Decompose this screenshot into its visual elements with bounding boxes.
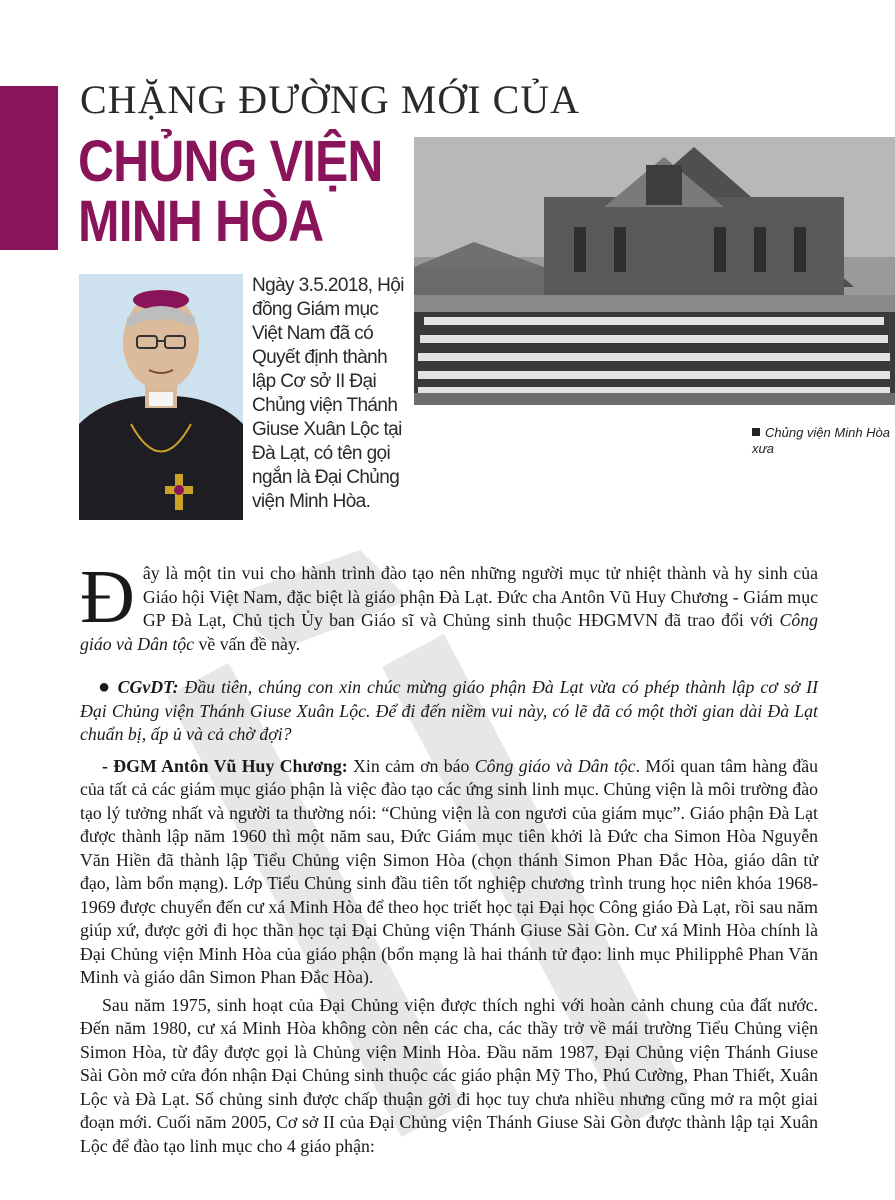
seminary-building-illustration [414, 137, 895, 405]
answer-speaker: - ĐGM Antôn Vũ Huy Chương: [102, 755, 348, 776]
question-bullet-icon: ● [98, 676, 112, 698]
accent-side-bar [0, 86, 58, 250]
seminary-group-photo [414, 137, 895, 405]
photo-caption-text: Chủng viện Minh Hòa xưa [752, 425, 891, 456]
lead-publication-name: Công giáo và Dân tộc [80, 610, 818, 654]
answer-text-2: . Mối quan tâm hàng đầu của tất cả các giám mục giáo phận là việc đào tạo các ứng sinh linh mục. Chủng viện là môi trường đào tạo lý tưởng nhất và người ta thường nói: “Chủng viện là con ngươi của giám mục”. Giáo phận Đà Lạt được thành lập năm 1960 thì một năm sau, Đức Giám mục tiên khởi là Đức cha Simon Hòa Nguyễn Văn Hiền đã thành lập Tiểu Chủng viện Simon Hòa (chọn thánh Simon Phan Đắc Hòa, giáo dân tử đạo, làm bổn mạng). Lớp Tiểu Chủng sinh đầu tiên tốt nghiệp chương trình trung học niên khóa 1968-1969 được chuyển đến cư xá Minh Hòa để theo học triết học tại Đại học Công giáo Đà Lạt, rồi sau năm giúp xứ, được gởi đi học thần học tại Đại Chủng viện Thánh Giuse Sài Gòn. Cư xá Minh Hòa chính là Đại Chủng viện Minh Hòa của giáo phận (bổn mạng là hai thánh tử đạo: linh mục Philipphê Phan Văn Minh và giáo dân Simon Phan Đắc Hòa). [80, 755, 818, 987]
bishop-portrait [79, 274, 243, 520]
lead-text-2: về vấn đề này. [194, 633, 301, 654]
question-text: Đầu tiên, chúng con xin chúc mừng giáo phận Đà Lạt vừa có phép thành lập cơ sở II Đại Chủng viện Thánh Giuse Xuân Lộc. Để đi đến niềm vui này, có lẽ đã có một thời gian dài Đà Lạt chuẩn bị, ấp ủ và cả chờ đợi? [80, 677, 818, 744]
bishop-portrait-illustration [79, 274, 243, 520]
article-kicker: CHẶNG ĐƯỜNG MỚI CỦA [80, 77, 581, 122]
article-body [80, 555, 818, 1158]
interview-answer [80, 755, 818, 990]
drop-cap: Đ [80, 555, 135, 639]
lead-text-1: ây là một tin vui cho hành trình đào tạo nên những người mục tử nhiệt thành và hy sinh của Giáo hội Việt Nam, đặc biệt là giáo phận Đà Lạt. Đức cha Antôn Vũ Huy Chương - Giám mục GP Đà Lạt, Chủ tịch Ủy ban Giáo sĩ và Chủng sinh thuộc HĐGMVN đã trao đổi với [142, 563, 818, 630]
answer-text-1: Xin cảm ơn báo [347, 755, 475, 776]
interview-question [80, 676, 818, 747]
article-title-line-2: MINH HÒA [78, 189, 324, 254]
history-paragraph: Sau năm 1975, sinh hoạt của Đại Chủng viện được thích nghi với hoàn cảnh chung của đất nước. Đến năm 1980, cư xá Minh Hòa không còn nên các cha, các thầy trở về mái trường Tiểu Chủng viện Simon Hòa, từ đây được gọi là Chủng viện Minh Hòa. Đầu năm 1987, Đại Chủng viện Thánh Giuse Sài Gòn mở cửa đón nhận Đại Chủng sinh thuộc các giáo phận Mỹ Tho, Phú Cường, Phan Thiết, Xuân Lộc và Đà Lạt. Số chủng sinh được chấp thuận gởi đi học tuy chưa nhiều nhưng cũng mở ra một giai đoạn mới. Cuối năm 2005, Cơ sở II của Đại Chủng viện Thánh Giuse Sài Gòn được thành lập tại Xuân Lộc để đào tạo linh mục cho 4 giáo phận: [80, 994, 818, 1156]
answer-publication-name: Công giáo và Dân tộc [474, 755, 636, 776]
question-label: CGvDT: [117, 677, 179, 697]
article-title-line-1: CHỦNG VIỆN [78, 129, 383, 194]
intro-text: Ngày 3.5.2018, Hội đồng Giám mục Việt Nam đã có Quyết định thành lập Cơ sở II Đại Chủng viện Thánh Giuse Xuân Lộc tại Đà Lạt, có tên gọi ngắn là Đại Chủng viện Minh Hòa. [252, 275, 404, 512]
lead-paragraph [80, 555, 818, 656]
caption-square-icon [752, 428, 760, 436]
photo-caption [752, 425, 892, 457]
